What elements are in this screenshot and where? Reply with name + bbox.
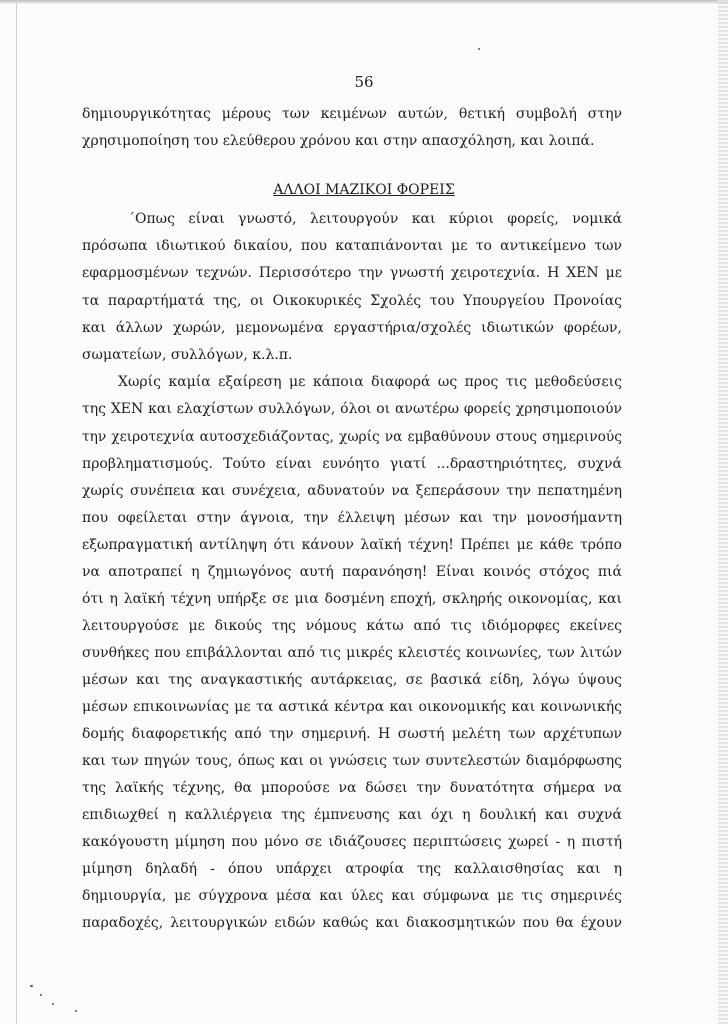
- text-line: μέσων επικοινωνίας με τα αστικά κέντρα και οικονομικής και κοινωνικής: [82, 699, 622, 715]
- text-line: δομής διαφορετικής από την σημερινή. Η σωστή μελέτη των αρχέτυπων: [82, 726, 622, 742]
- text-line: μέσων και της αναγκαστικής αυτάρκειας, σε βασικά είδη, λόγω ύψους: [82, 672, 622, 688]
- text-line: κακόγουστη μίμηση που μόνο σε ιδιάζουσες περιπτώσεις χωρεί - η πιστή: [82, 834, 622, 850]
- text-line: πρόσωπα ιδιωτικού δικαίου, που καταπιάνονται με το αντικείμενο των: [82, 238, 622, 254]
- scan-left-edge: [16, 0, 17, 1024]
- text-line: επιδιωχθεί η καλλιέργεια της έμπνευσης και όχι η δουλική και συχνά: [82, 807, 622, 823]
- text-line: εξωπραγματική αντίληψη ότι κάνουν λαϊκή τέχνη! Πρέπει με κάθε τρόπο: [82, 537, 622, 553]
- scan-right-edge: [718, 0, 728, 1024]
- text-line: της ΧΕΝ και ελαχίστων συλλόγων, όλοι οι ανωτέρω φορείς χρησιμοποιούν: [82, 401, 622, 417]
- text-line: παραδοχές, λειτουργικών ειδών καθώς και διακοσμητικών που θα έχουν: [82, 915, 622, 931]
- text-line: χωρίς συνέπεια και συνέχεια, αδυνατούν να ξεπεράσουν την πεπατημένη: [82, 483, 622, 499]
- page-number: 56: [354, 73, 374, 91]
- scan-speck: [478, 48, 480, 50]
- section-heading: ΑΛΛΟΙ ΜΑΖΙΚΟΙ ΦΟΡΕΙΣ: [273, 182, 455, 198]
- text-line: δημιουργία, με σύγχρονα μέσα και ύλες και σύμφωνα με τις σημερινές: [82, 888, 622, 904]
- text-line: εφαρμοσμένων τεχνών. Περισσότερο την γνωστή χειροτεχνία. Η ΧΕΝ με: [82, 265, 622, 281]
- scan-speck: [40, 994, 42, 996]
- scan-speck: [52, 1003, 54, 1005]
- text-line: χρησιμοποίηση του ελεύθερου χρόνου και στην απασχόληση, και λοιπά.: [82, 133, 595, 149]
- text-line: και των πηγών τους, όπως και οι γνώσεις των συντελεστών διαμόρφωσης: [82, 753, 622, 769]
- text-line: μίμηση δηλαδή - όπου υπάρχει ατροφία της καλλαισθησίας και η: [82, 861, 622, 877]
- text-line: τα παραρτήματά της, οι Οικοκυρικές Σχολές του Υπουργείου Προνοίας: [82, 293, 622, 309]
- text-line: συνθήκες που επιβάλλονται από τις μικρές κλειστές κοινωνίες, των λιτών: [82, 645, 622, 661]
- text-line: ότι η λαϊκή τέχνη υπήρξε σε μια δοσμένη εποχή, σκληρής οικονομίας, και: [82, 591, 622, 607]
- text-line: λειτουργούσε με δικούς της νόμους κάτω από τις ιδιόμορφες εκείνες: [82, 618, 622, 634]
- scan-speck: [75, 1010, 77, 1012]
- text-line: δημιουργικότητας μέρους των κειμένων αυτών, θετική συμβολή στην: [82, 106, 622, 122]
- text-line: ΄Οπως είναι γνωστό, λειτουργούν και κύριοι φορείς, νομικά: [128, 211, 622, 227]
- scan-top-edge: [0, 0, 728, 4]
- text-line: σωματείων, συλλόγων, κ.λ.π.: [82, 347, 293, 363]
- text-line: που οφείλεται στην άγνοια, την έλλειψη μέσων και την μονοσήμαντη: [82, 510, 622, 526]
- text-line: και άλλων χωρών, μεμονωμένα εργαστήρια/σχολές ιδιωτικών φορέων,: [82, 320, 622, 336]
- text-line: την χειροτεχνία αυτοσχεδιάζοντας, χωρίς να εμβαθύνουν στους σημερινούς: [82, 429, 622, 445]
- text-line: να αποτραπεί η ζημιωγόνος αυτή παρανόηση! Είναι κοινός στόχος πιά: [82, 564, 622, 580]
- text-line: προβληματισμούς. Τούτο είναι ευνόητο γιατί ...δραστηριότητες, συχνά: [82, 456, 622, 472]
- scan-speck: [30, 985, 33, 987]
- text-line: της λαϊκής τέχνης, θα μπορούσε να δώσει την δυνατότητα σήμερα να: [82, 780, 622, 796]
- text-line: Χωρίς καμία εξαίρεση με κάποια διαφορά ως προς τις μεθοδεύσεις: [118, 374, 622, 390]
